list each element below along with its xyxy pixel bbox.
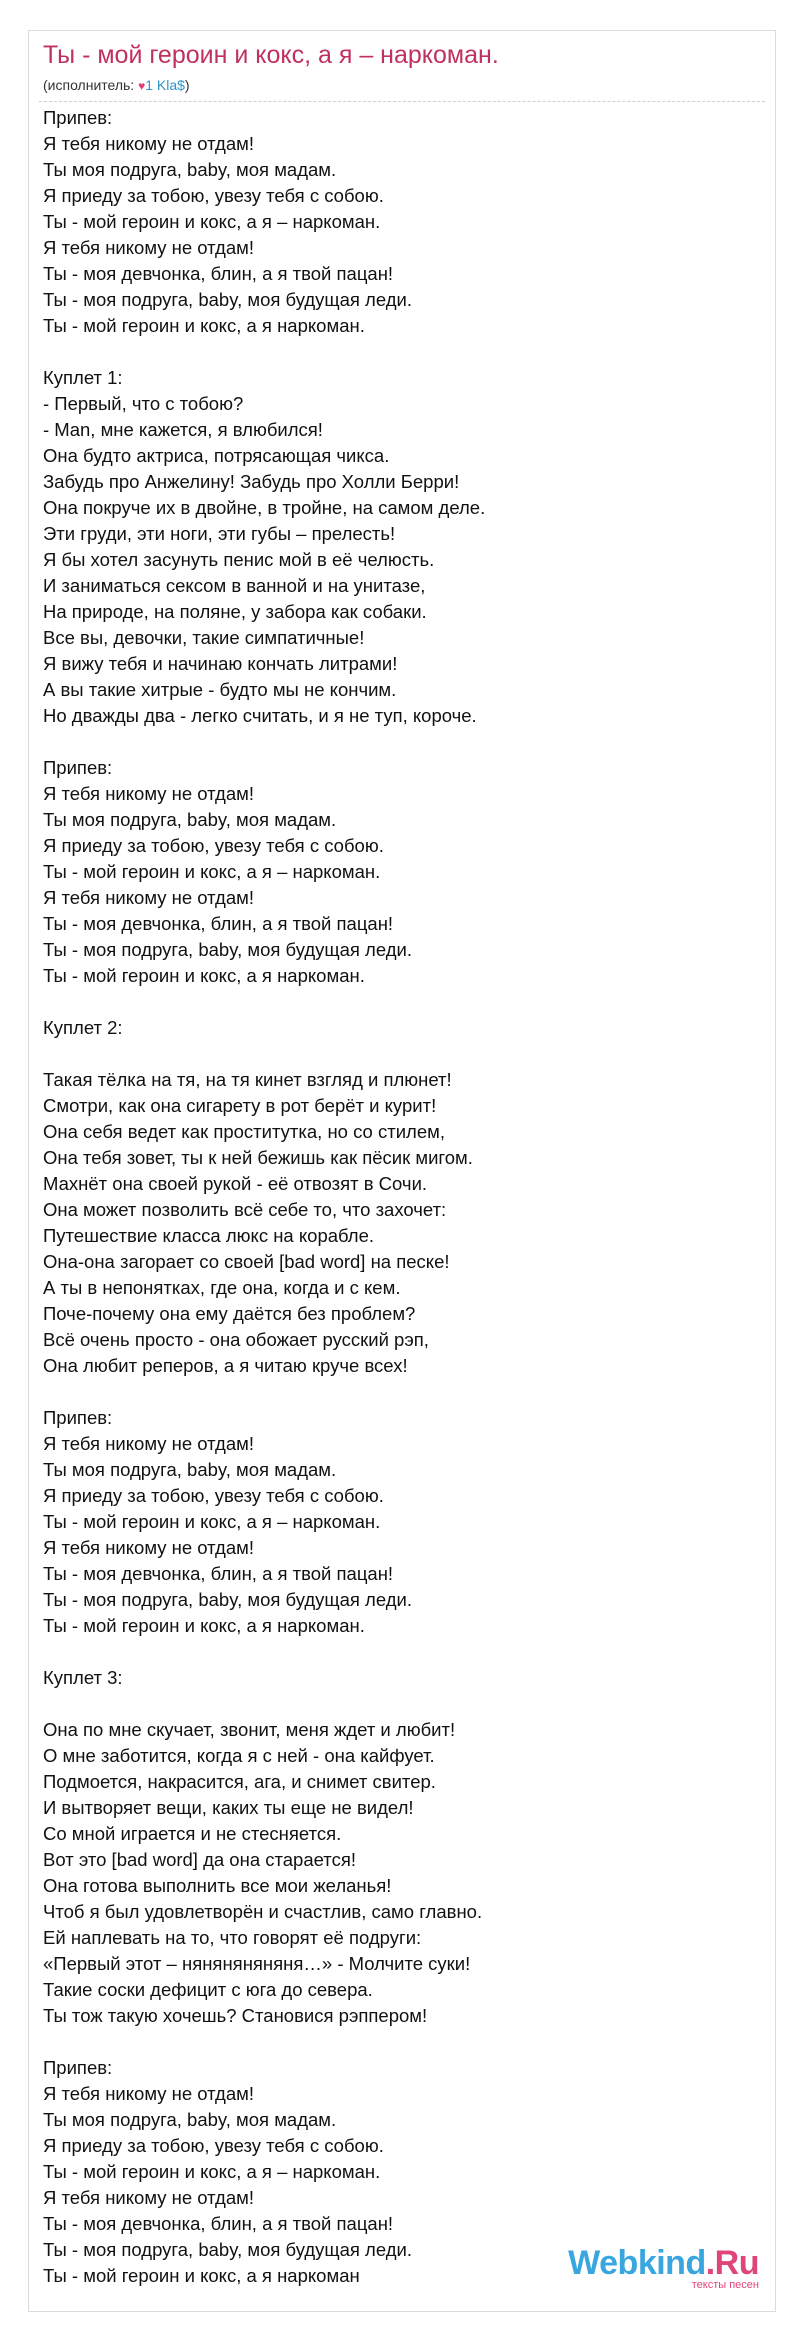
lyric-line: Я тебя никому не отдам! <box>43 783 254 804</box>
lyric-line: Я тебя никому не отдам! <box>43 237 254 258</box>
lyric-line: Она покруче их в двойне, в тройне, на самом деле. <box>43 497 486 518</box>
lyric-line: Всё очень просто - она обожает русский рэп, <box>43 1329 429 1350</box>
lyric-line: Я приеду за тобою, увезу тебя с собою. <box>43 2135 384 2156</box>
lyric-line: - Man, мне кажется, я влюбился! <box>43 419 323 440</box>
lyric-line: И заниматься сексом в ванной и на унитазе, <box>43 575 426 596</box>
lyric-line: Припев: <box>43 1407 113 1428</box>
lyric-line: Смотри, как она сигарету в рот берёт и курит! <box>43 1095 437 1116</box>
lyric-line: Такие соски дефицит с юга до севера. <box>43 1979 373 2000</box>
lyric-line: Ты - мой героин и кокс, а я – наркоман. <box>43 211 381 232</box>
lyric-line: Путешествие класса люкс на корабле. <box>43 1225 375 1246</box>
lyric-line: Чтоб я был удовлетворён и счастлив, само главно. <box>43 1901 483 1922</box>
logo-text <box>568 2244 759 2283</box>
lyric-line: «Первый этот – няняняняняня…» - Молчите суки! <box>43 1953 471 1974</box>
lyric-line: И вытворяет вещи, каких ты еще не видел! <box>43 1797 414 1818</box>
lyric-line: Я тебя никому не отдам! <box>43 2083 254 2104</box>
lyric-line: Я бы хотел засунуть пенис мой в её челюсть. <box>43 549 435 570</box>
lyric-line <box>43 1639 763 1665</box>
lyric-line: Ты - мой героин и кокс, а я наркоман <box>43 2265 360 2286</box>
lyric-line: Со мной играется и не стесняется. <box>43 1823 342 1844</box>
lyric-line: Махнёт она своей рукой - её отвозят в Сочи. <box>43 1173 428 1194</box>
lyric-line: Поче-почему она ему даётся без проблем? <box>43 1303 416 1324</box>
webkind-logo[interactable] <box>568 2244 759 2291</box>
lyric-line: А вы такие хитрые - будто мы не кончим. <box>43 679 397 700</box>
lyric-line: Вот это [bad word] да она старается! <box>43 1849 356 1870</box>
lyric-line: Ты моя подруга, baby, моя мадам. <box>43 809 337 830</box>
lyric-line: Она может позволить всё себе то, что захочет: <box>43 1199 447 1220</box>
lyric-line <box>43 1041 763 1067</box>
lyric-line: Я тебя никому не отдам! <box>43 133 254 154</box>
lyric-line: Подмоется, накрасится, ага, и снимет свитер. <box>43 1771 436 1792</box>
lyric-line: Она по мне скучает, звонит, меня ждет и любит! <box>43 1719 456 1740</box>
lyric-line: Ты - мой героин и кокс, а я – наркоман. <box>43 1511 381 1532</box>
lyric-line: Ты тож такую хочешь? Становися рэппером! <box>43 2005 428 2026</box>
lyric-line: Все вы, девочки, такие симпатичные! <box>43 627 365 648</box>
lyric-line <box>43 989 763 1015</box>
lyric-line: Ты - моя девчонка, блин, а я твой пацан! <box>43 913 394 934</box>
lyric-line: Ты - моя подруга, baby, моя будущая леди. <box>43 289 412 310</box>
lyric-line: Ты - мой героин и кокс, а я наркоман. <box>43 965 365 986</box>
lyric-line: Ты - мой героин и кокс, а я – наркоман. <box>43 861 381 882</box>
lyrics-body <box>43 105 763 2289</box>
lyric-line: Она будто актриса, потрясающая чикса. <box>43 445 390 466</box>
heart-icon: ♥ <box>138 79 146 93</box>
lyric-line: Ты - моя подруга, baby, моя будущая леди. <box>43 939 412 960</box>
lyric-line: Я тебя никому не отдам! <box>43 887 254 908</box>
lyric-line: Она любит реперов, а я читаю круче всех! <box>43 1355 408 1376</box>
lyric-line: Ты - моя подруга, baby, моя будущая леди. <box>43 2239 412 2260</box>
song-title: Ты - мой героин и кокс, а я – наркоман. <box>43 41 499 69</box>
lyric-line: Эти груди, эти ноги, эти губы – прелесть! <box>43 523 396 544</box>
lyric-line: Она-она загорает со своей [bad word] на песке! <box>43 1251 450 1272</box>
lyric-line: Забудь про Анжелину! Забудь про Холли Берри! <box>43 471 460 492</box>
logo-brand: Webkind <box>568 2244 706 2282</box>
lyrics-page <box>28 30 776 2312</box>
lyric-line: Ты - моя подруга, baby, моя будущая леди. <box>43 1589 412 1610</box>
lyric-line: Ты - мой героин и кокс, а я наркоман. <box>43 1615 365 1636</box>
lyric-line: Ты моя подруга, baby, моя мадам. <box>43 1459 337 1480</box>
lyric-line: Куплет 3: <box>43 1667 123 1688</box>
logo-tld: .Ru <box>705 2244 759 2282</box>
lyric-line: Я тебя никому не отдам! <box>43 1433 254 1454</box>
lyric-line: Я тебя никому не отдам! <box>43 2187 254 2208</box>
lyric-line: Ты моя подруга, baby, моя мадам. <box>43 2109 337 2130</box>
lyric-line <box>43 1379 763 1405</box>
artist-name: 1 Kla$ <box>145 77 185 93</box>
lyric-line: Припев: <box>43 107 113 128</box>
lyric-line: Ты - моя девчонка, блин, а я твой пацан! <box>43 263 394 284</box>
artist-suffix: ) <box>184 77 190 93</box>
lyric-line: Такая тёлка на тя, на тя кинет взгляд и плюнет! <box>43 1069 452 1090</box>
lyric-line <box>43 339 763 365</box>
lyric-line <box>43 2029 763 2055</box>
lyric-line: Я вижу тебя и начинаю кончать литрами! <box>43 653 398 674</box>
lyric-line: Я приеду за тобою, увезу тебя с собою. <box>43 185 384 206</box>
lyric-line: Я приеду за тобою, увезу тебя с собою. <box>43 1485 384 1506</box>
artist-prefix: (исполнитель: <box>43 77 139 93</box>
lyric-line: Ты - мой героин и кокс, а я наркоман. <box>43 315 365 336</box>
lyric-line: Я тебя никому не отдам! <box>43 1537 254 1558</box>
divider <box>39 101 765 102</box>
lyric-line: Припев: <box>43 2057 113 2078</box>
lyric-line: Ты - моя девчонка, блин, а я твой пацан! <box>43 2213 394 2234</box>
lyric-line: Она готова выполнить все мои желанья! <box>43 1875 392 1896</box>
lyric-line: Но дважды два - легко считать, и я не туп, короче. <box>43 705 477 726</box>
lyric-line: Куплет 1: <box>43 367 123 388</box>
lyric-line: Ты - моя девчонка, блин, а я твой пацан! <box>43 1563 394 1584</box>
artist-link[interactable] <box>138 77 185 93</box>
lyric-line: Припев: <box>43 757 113 778</box>
lyric-line: На природе, на поляне, у забора как собаки. <box>43 601 427 622</box>
lyric-line <box>43 729 763 755</box>
logo-tagline: тексты песен <box>691 2279 759 2291</box>
lyric-line: Она тебя зовет, ты к ней бежишь как пёсик мигом. <box>43 1147 473 1168</box>
lyric-line: Ты - мой героин и кокс, а я – наркоман. <box>43 2161 381 2182</box>
lyric-line: Куплет 2: <box>43 1017 123 1038</box>
lyric-line: Ты моя подруга, baby, моя мадам. <box>43 159 337 180</box>
lyric-line: Она себя ведет как проститутка, но со стилем, <box>43 1121 445 1142</box>
lyric-line: О мне заботится, когда я с ней - она кайфует. <box>43 1745 435 1766</box>
lyric-line <box>43 1691 763 1717</box>
artist-line <box>43 77 190 93</box>
lyric-line: Я приеду за тобою, увезу тебя с собою. <box>43 835 384 856</box>
lyric-line: - Первый, что с тобою? <box>43 393 244 414</box>
lyric-line: Ей наплевать на то, что говорят её подруги: <box>43 1927 422 1948</box>
lyric-line: А ты в непонятках, где она, когда и с кем. <box>43 1277 401 1298</box>
